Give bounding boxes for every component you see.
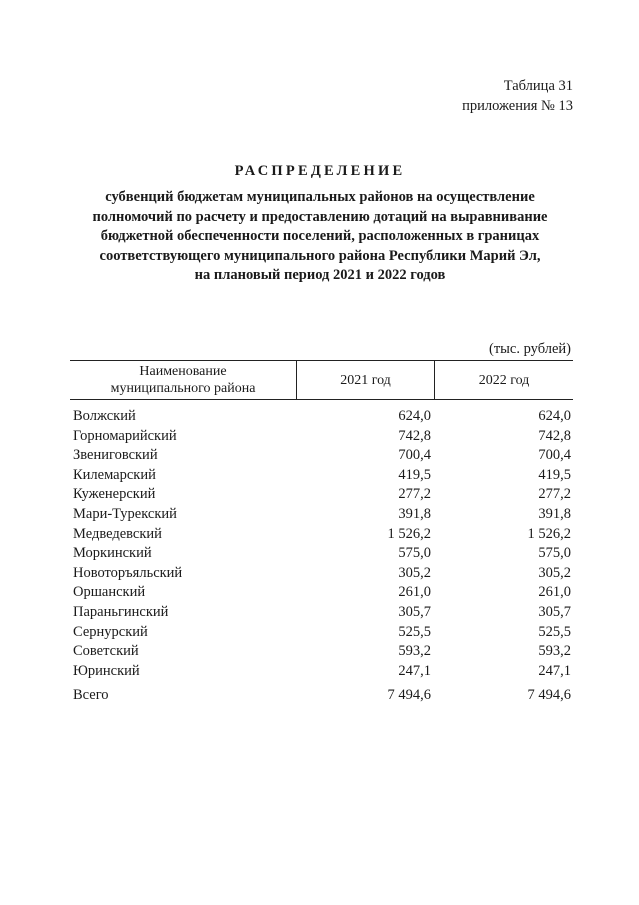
district-name: Сернурский — [73, 623, 148, 640]
subtitle-line: субвенций бюджетам муниципальных районов на осуществление — [105, 189, 535, 205]
distribution-table — [70, 360, 573, 706]
value-2022: 700,4 — [538, 447, 571, 464]
table-row — [70, 485, 573, 505]
document-subtitle — [60, 188, 580, 286]
district-name: Волжский — [73, 408, 136, 424]
document-heading: РАСПРЕДЕЛЕНИЕ — [234, 163, 406, 179]
table-row — [70, 544, 573, 564]
value-2022: 277,2 — [538, 486, 571, 503]
value-2022: 525,5 — [538, 623, 571, 640]
header-2021: 2021 год — [297, 361, 435, 399]
table-body — [70, 407, 573, 681]
value-2022: 575,0 — [538, 545, 571, 562]
district-name: Новоторъяльский — [73, 564, 183, 581]
table-reference — [462, 76, 573, 116]
header-2022: 2022 год — [478, 372, 530, 388]
table-row — [70, 427, 573, 447]
table-row — [70, 564, 573, 584]
value-2022: 247,1 — [538, 662, 571, 679]
value-2022: 261,0 — [538, 584, 571, 601]
header-name-line1: Наименование — [139, 364, 227, 379]
district-name: Параньгинский — [73, 603, 169, 620]
header-district-name — [70, 361, 297, 399]
value-2021: 575,0 — [398, 545, 431, 562]
value-2021: 305,7 — [398, 603, 431, 620]
table-row — [70, 446, 573, 466]
table-row — [70, 623, 573, 643]
subtitle-line: бюджетной обеспеченности поселений, расположенных в границах — [100, 228, 540, 244]
table-row — [70, 505, 573, 525]
value-2021: 391,8 — [398, 505, 431, 522]
district-name: Мари-Турекский — [73, 505, 177, 522]
total-2021: 7 494,6 — [387, 687, 431, 704]
total-label: Всего — [73, 687, 109, 704]
value-2021: 700,4 — [398, 447, 431, 464]
table-row — [70, 583, 573, 603]
district-name: Звениговский — [73, 447, 158, 464]
value-2021: 247,1 — [398, 662, 431, 679]
subtitle-line: на плановый период 2021 и 2022 годов — [194, 267, 446, 283]
table-number: Таблица 31 — [503, 78, 573, 94]
value-2021: 624,0 — [398, 408, 431, 424]
value-2022: 391,8 — [538, 505, 571, 522]
appendix-number: приложения № 13 — [462, 98, 573, 114]
value-2022: 419,5 — [538, 466, 571, 483]
value-2021: 593,2 — [398, 643, 431, 660]
district-name: Оршанский — [73, 584, 146, 601]
table-header — [70, 360, 573, 400]
district-name: Горномарийский — [73, 427, 177, 444]
district-name: Юринский — [73, 662, 140, 679]
value-2021: 305,2 — [398, 564, 431, 581]
value-2021: 1 526,2 — [387, 525, 431, 542]
subtitle-line: соответствующего муниципального района Республики Марий Эл, — [99, 247, 541, 264]
district-name: Килемарский — [73, 466, 156, 483]
value-2022: 305,2 — [538, 564, 571, 581]
district-name: Медведевский — [73, 525, 162, 542]
value-2021: 525,5 — [398, 623, 431, 640]
value-2022: 624,0 — [538, 408, 571, 424]
value-2022: 305,7 — [538, 603, 571, 620]
value-2022: 593,2 — [538, 643, 571, 660]
table-row — [70, 662, 573, 682]
table-row — [70, 407, 573, 427]
value-2022: 742,8 — [538, 427, 571, 444]
district-name: Моркинский — [73, 545, 152, 562]
district-name: Советский — [73, 643, 139, 660]
subtitle-line: полномочий по расчету и предоставлению дотаций на выравнивание — [92, 208, 548, 225]
table-row — [70, 525, 573, 545]
table-row — [70, 466, 573, 486]
value-2021: 261,0 — [398, 584, 431, 601]
total-2022: 7 494,6 — [527, 687, 571, 704]
value-2022: 1 526,2 — [527, 525, 571, 542]
table-row — [70, 642, 573, 662]
table-total-row — [70, 686, 573, 706]
header-name-line2: муниципального района — [110, 381, 256, 396]
table-row — [70, 603, 573, 623]
value-2021: 419,5 — [398, 466, 431, 483]
district-name: Куженерский — [73, 486, 156, 503]
units-label: (тыс. рублей) — [489, 341, 571, 357]
value-2021: 277,2 — [398, 486, 431, 503]
value-2021: 742,8 — [398, 427, 431, 444]
